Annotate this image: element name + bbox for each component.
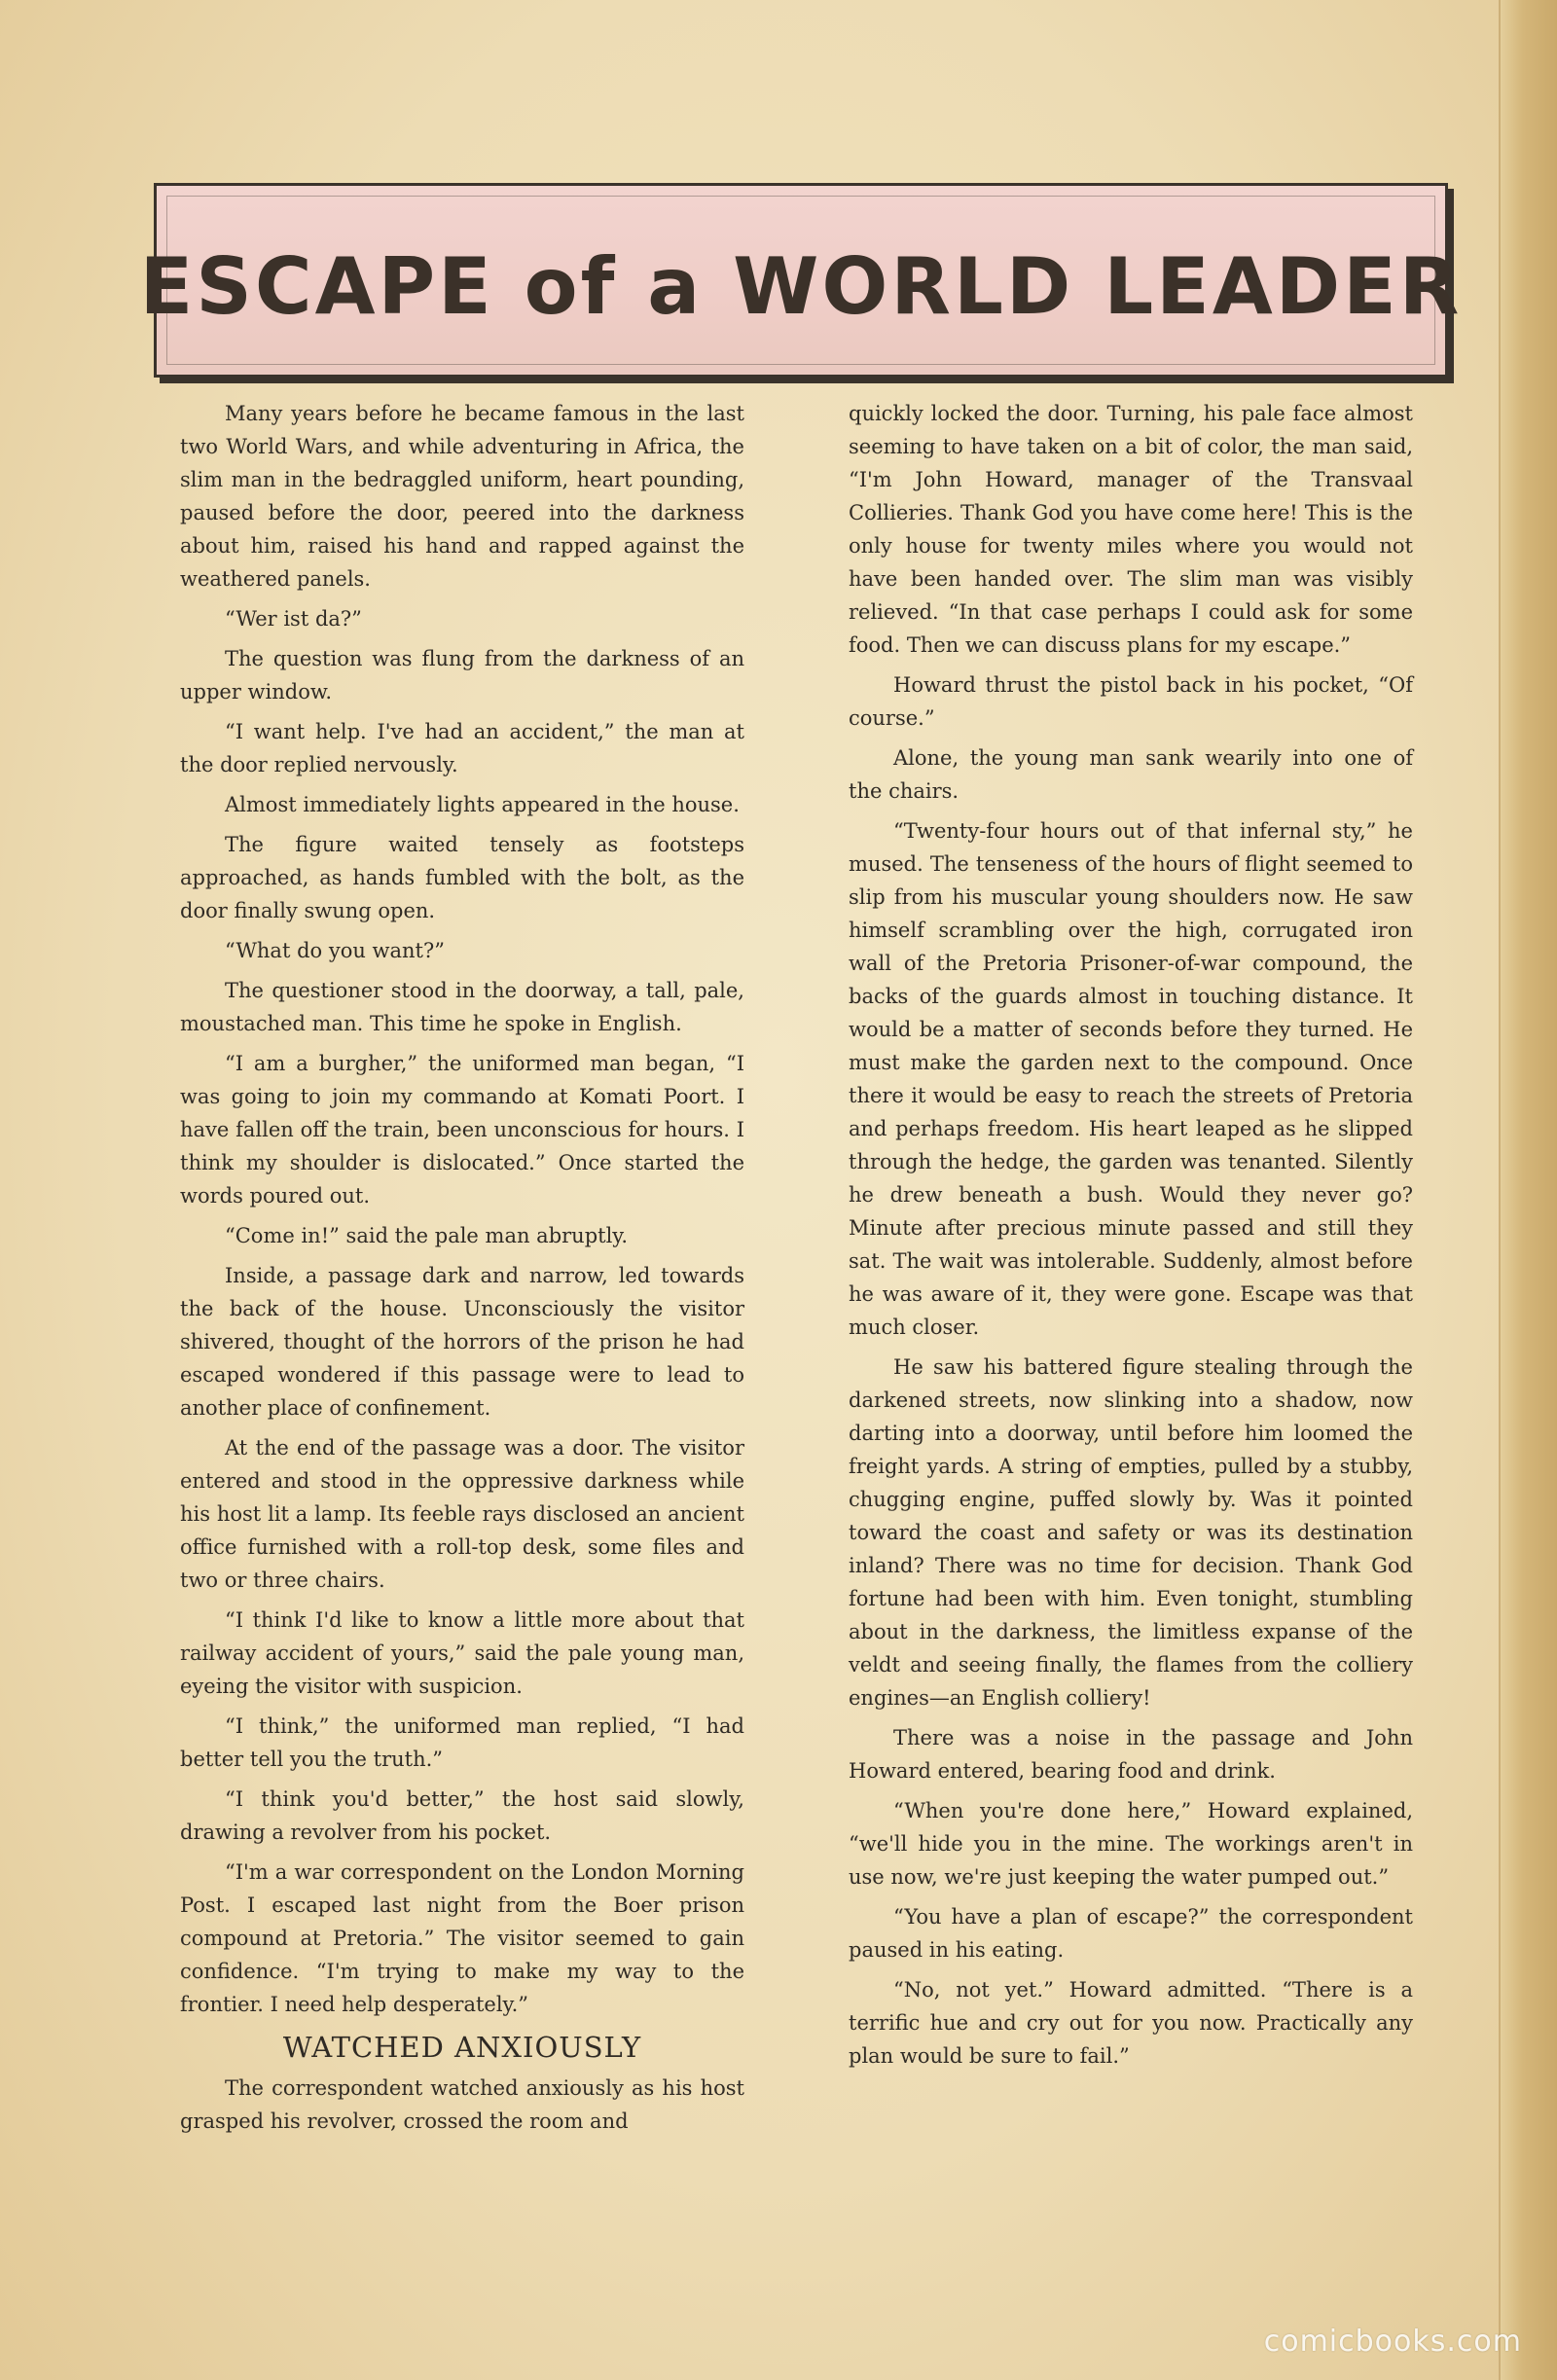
paragraph: Alone, the young man sank wearily into one of the chairs. <box>849 746 1413 803</box>
paragraph: Howard thrust the pistol back in his pocket, “Of course.” <box>849 673 1413 730</box>
paragraph: Many years before he became famous in the last two World Wars, and while adventuring in Africa, the slim man in the bedraggled uniform, heart pounding, paused before the door, peered into the darkness about him, raised his hand and rapped against the weathered panels. <box>180 402 744 591</box>
paragraph: He saw his battered figure stealing through the darkened streets, now slinking into a shadow, now darting into a doorway, until before him loomed the freight yards. A string of empties, pulled by a stubby, chugging engine, puffed slowly by. Was it pointed toward the coast and safety or was its destination inland? There was no time for decision. Thank God fortune had been with him. Even tonight, stumbling about in the darkness, the limitless expanse of the veldt and seeing finally, the flames from the colliery engines—an English colliery! <box>849 1355 1413 1710</box>
paragraph: “What do you want?” <box>225 939 445 962</box>
paragraph: “Come in!” said the pale man abruptly. <box>225 1224 629 1247</box>
paragraph: “Twenty-four hours out of that infernal sty,” he mused. The tenseness of the hours of flight seemed to slip from his muscular young shoulders now. He saw himself scrambling over the high, corrugated iron wall of the Pretoria Prisoner-of-war compound, the backs of the guards almost in touching distance. It would be a matter of seconds before they turned. He must make the garden next to the compound. Once there it would be easy to reach the streets of Pretoria and perhaps freedom. His heart leaped as he slipped through the hedge, the garden was tenanted. Silently he drew beneath a bush. Would they never go? Minute after precious minute passed and still they sat. The wait was intolerable. Suddenly, almost before he was aware of it, they were gone. Escape was that much closer. <box>849 819 1413 1339</box>
paragraph: At the end of the passage was a door. The visitor entered and stood in the oppressive darkness while his host lit a lamp. Its feeble rays disclosed an ancient office furnished with a roll-top desk, some files and two or three chairs. <box>180 1436 744 1592</box>
paragraph: The figure waited tensely as footsteps approached, as hands fumbled with the bolt, as the door finally swung open. <box>180 833 744 922</box>
title-banner <box>139 183 1463 378</box>
right-column <box>849 397 1413 2079</box>
paragraph: “I think,” the uniformed man replied, “I had better tell you the truth.” <box>180 1714 744 1771</box>
paragraph: “When you're done here,” Howard explained, “we'll hide you in the mine. The workings aren't in use now, we're just keeping the water pumped out.” <box>849 1799 1413 1889</box>
paragraph: There was a noise in the passage and John Howard entered, bearing food and drink. <box>849 1726 1413 1783</box>
paragraph: Inside, a passage dark and narrow, led towards the back of the house. Unconsciously the visitor shivered, thought of the horrors of the prison he had escaped wondered if this passage were to lead to another place of confinement. <box>180 1264 744 1420</box>
left-column <box>180 397 744 2145</box>
site-watermark: comicbooks.com <box>1263 2325 1522 2359</box>
paragraph: The questioner stood in the doorway, a tall, pale, moustached man. This time he spoke in English. <box>180 979 744 1035</box>
page-edge <box>1499 0 1557 2380</box>
paragraph: “I am a burgher,” the uniformed man began, “I was going to join my commando at Komati Poort. I have fallen off the train, been unconscious for hours. I think my shoulder is dislocated.” Once started the words poured out. <box>180 1052 744 1208</box>
paragraph: quickly locked the door. Turning, his pale face almost seeming to have taken on a bit of color, the man said, “I'm John Howard, manager of the Transvaal Collieries. Thank God you have come here! This is the only house for twenty miles where you would not have been handed over. The slim man was visibly relieved. “In that case perhaps I could ask for some food. Then we can discuss plans for my escape.” <box>849 402 1413 657</box>
paragraph: “I think you'd better,” the host said slowly, drawing a revolver from his pocket. <box>180 1787 744 1844</box>
paragraph: “No, not yet.” Howard admitted. “There is a terrific hue and cry out for you now. Practically any plan would be sure to fail.” <box>849 1978 1413 2068</box>
paragraph: The question was flung from the darkness of an upper window. <box>180 647 744 703</box>
paragraph: “I'm a war correspondent on the London Morning Post. I escaped last night from the Boer prison compound at Pretoria.” The visitor seemed to gain confidence. “I'm trying to make my way to the frontier. I need help desperately.” <box>180 1860 744 2016</box>
paragraph: “You have a plan of escape?” the correspondent paused in his eating. <box>849 1905 1413 1962</box>
paragraph: “I think I'd like to know a little more about that railway accident of yours,” said the pale young man, eyeing the visitor with suspicion. <box>180 1608 744 1698</box>
paragraph: “Wer ist da?” <box>225 607 362 631</box>
paragraph: “I want help. I've had an accident,” the man at the door replied nervously. <box>180 720 744 776</box>
paragraph: Almost immediately lights appeared in the house. <box>225 793 740 816</box>
paragraph: The correspondent watched anxiously as his host grasped his revolver, crossed the room and <box>180 2076 744 2133</box>
story-title: ESCAPE of a WORLD LEADER <box>139 240 1463 332</box>
section-subheading: WATCHED ANXIOUSLY <box>282 2031 642 2064</box>
